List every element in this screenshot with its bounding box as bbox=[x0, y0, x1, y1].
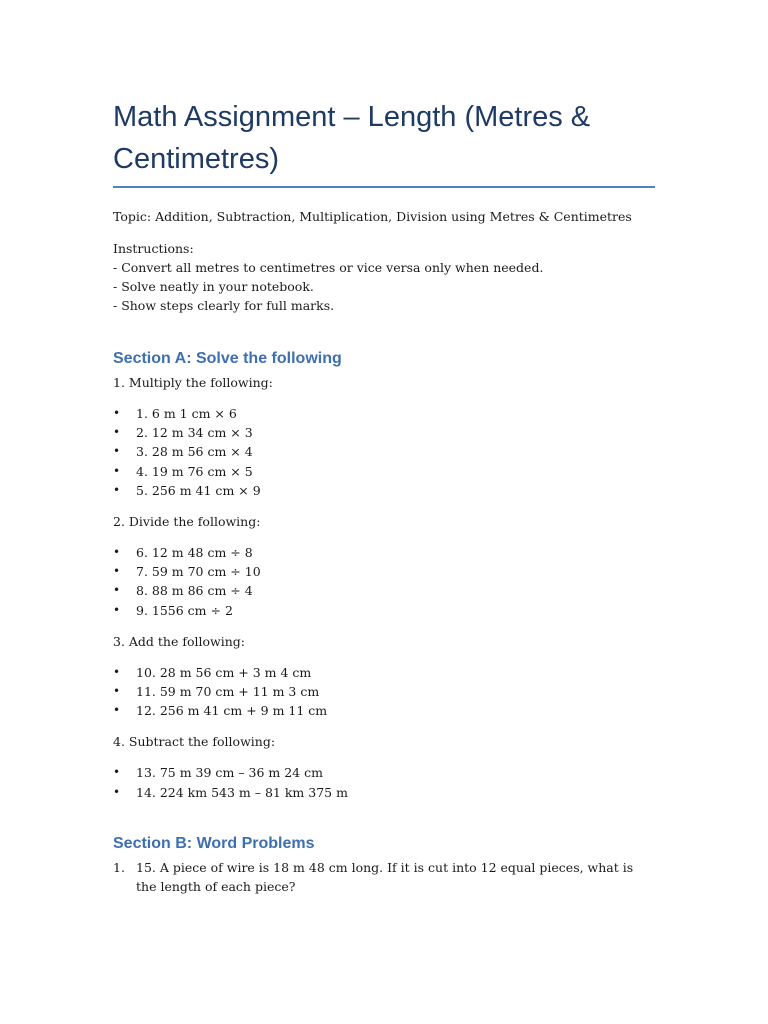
bullet-icon: • bbox=[113, 664, 121, 679]
list-item: • 1. 6 m 1 cm × 6 bbox=[113, 404, 655, 423]
divide-list bbox=[113, 543, 655, 620]
list-item: • 12. 256 m 41 cm + 9 m 11 cm bbox=[113, 701, 655, 720]
subtract-list bbox=[113, 763, 655, 801]
instruction-line: - Solve neatly in your notebook. bbox=[113, 279, 314, 294]
item-number: 1. bbox=[113, 859, 125, 875]
bullet-icon: • bbox=[113, 602, 121, 617]
word-problem-text: 15. A piece of wire is 18 m 48 cm long. If it is cut into 12 equal pieces, what is the length of each piece? bbox=[136, 859, 634, 894]
bullet-icon: • bbox=[113, 703, 121, 718]
bullet-icon: • bbox=[113, 545, 121, 560]
instructions-heading: Instructions: bbox=[113, 241, 194, 256]
list-item: • 13. 75 m 39 cm – 36 m 24 cm bbox=[113, 763, 655, 782]
list-item: • 8. 88 m 86 cm ÷ 4 bbox=[113, 581, 655, 600]
word-problem-list bbox=[113, 858, 655, 896]
list-item: • 6. 12 m 48 cm ÷ 8 bbox=[113, 543, 655, 562]
divide-heading: 2. Divide the following: bbox=[113, 514, 261, 530]
list-item: • 5. 256 m 41 cm × 9 bbox=[113, 481, 655, 500]
bullet-icon: • bbox=[113, 564, 121, 579]
bullet-icon: • bbox=[113, 784, 121, 799]
bullet-icon: • bbox=[113, 583, 121, 598]
bullet-icon: • bbox=[113, 482, 121, 497]
list-item: • 2. 12 m 34 cm × 3 bbox=[113, 423, 655, 442]
instruction-line: - Show steps clearly for full marks. bbox=[113, 298, 335, 313]
bullet-icon: • bbox=[113, 406, 121, 420]
bullet-icon: • bbox=[113, 765, 121, 780]
add-heading: 3. Add the following: bbox=[113, 633, 245, 649]
list-item: • 9. 1556 cm ÷ 2 bbox=[113, 601, 655, 620]
bullet-icon: • bbox=[113, 425, 121, 440]
section-b-heading: Section B: Word Problems bbox=[113, 834, 315, 852]
title-underline bbox=[113, 186, 655, 188]
multiply-heading: 1. Multiply the following: bbox=[113, 375, 273, 390]
list-item: • 14. 224 km 543 m – 81 km 375 m bbox=[113, 783, 655, 802]
topic-line: Topic: Addition, Subtraction, Multiplication, Division using Metres & Centimetres bbox=[113, 209, 632, 224]
word-problem-item bbox=[113, 858, 655, 896]
list-item: • 7. 59 m 70 cm ÷ 10 bbox=[113, 562, 655, 581]
bullet-icon: • bbox=[113, 444, 121, 459]
add-list bbox=[113, 663, 655, 721]
list-item: • 11. 59 m 70 cm + 11 m 3 cm bbox=[113, 682, 655, 701]
list-item: • 4. 19 m 76 cm × 5 bbox=[113, 462, 655, 481]
list-item: • 3. 28 m 56 cm × 4 bbox=[113, 442, 655, 461]
bullet-icon: • bbox=[113, 463, 121, 478]
document-title: Math Assignment – Length (Metres & Centimetres) bbox=[113, 101, 591, 175]
subtract-heading: 4. Subtract the following: bbox=[113, 734, 276, 750]
multiply-list bbox=[113, 404, 655, 500]
instruction-line: - Convert all metres to centimetres or vice versa only when needed. bbox=[113, 260, 544, 275]
section-a-heading: Section A: Solve the following bbox=[113, 350, 342, 367]
list-item: • 10. 28 m 56 cm + 3 m 4 cm bbox=[113, 663, 655, 682]
document-page bbox=[113, 96, 655, 896]
bullet-icon: • bbox=[113, 684, 121, 699]
